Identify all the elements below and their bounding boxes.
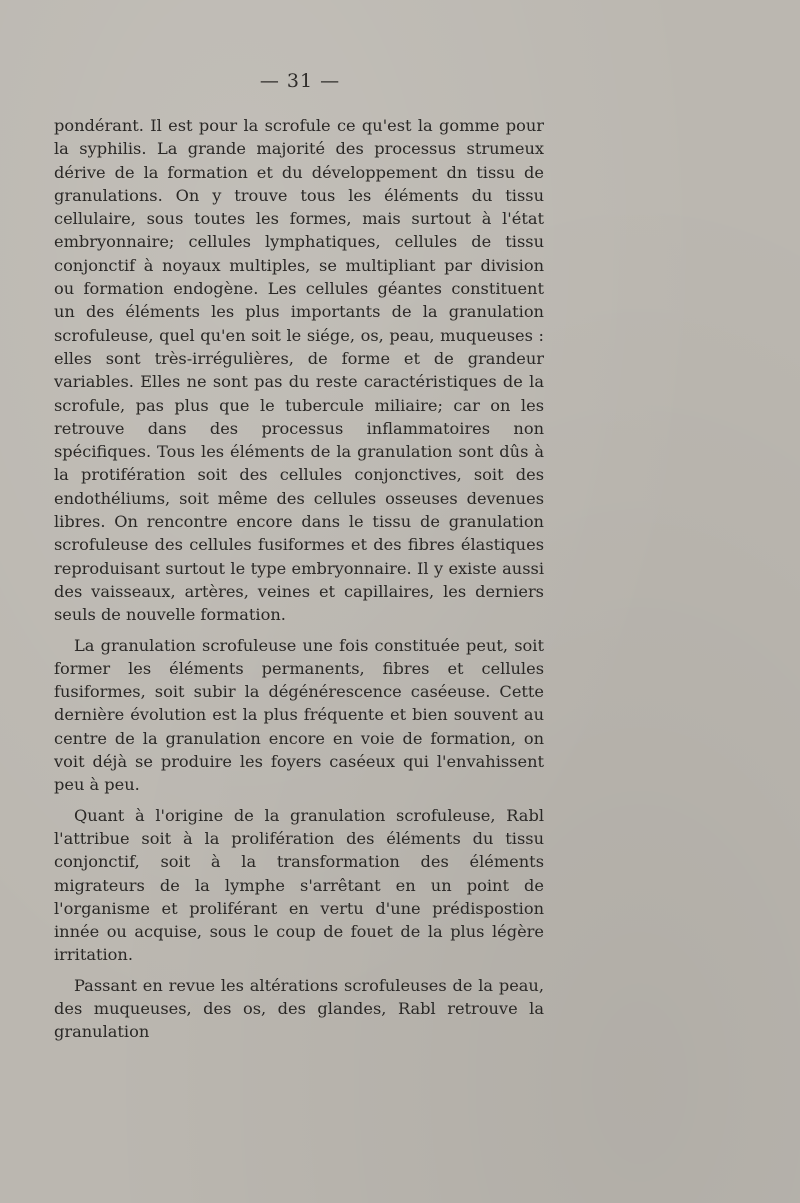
- paragraph-4: Passant en revue les altérations scrofuleuses de la peau, des muqueuses, des os, des glandes, Rabl retrouve la granulation: [54, 975, 544, 1042]
- paragraph-1: pondérant. Il est pour la scrofule ce qu'est la gomme pour la syphilis. La grande majorité des processus strumeux dérive de la formation et du développement dn tissu de granulations. On y trouve tous les éléments du tissu cellulaire, sous toutes les formes, mais surtout à l'état embryonnaire; cellules lymphatiques, cellules de tissu conjonctif à noyaux multiples, se multipliant par division ou formation endogène. Les cellules géantes constituent un des éléments les plus importants de la granulation scrofuleuse, quel qu'en soit le siége, os, peau, muqueuses : elles sont très-irrégulières, de forme et de grandeur variables. Elles ne sont pas du reste caractéristiques de la scrofule, pas plus que le tubercule miliaire; car on les retrouve dans des processus inflammatoires non spécifiques. Tous les éléments de la granulation sont dûs à la protifération soit des cellules conjonctives, soit des endothéliums, soit même des cellules osseuses devenues libres. On rencontre encore dans le tissu de granulation scrofuleuse des cellules fusiformes et des fibres élastiques reproduisant surtout le type embryonnaire. Il y existe aussi des vaisseaux, artères, veines et capillaires, les derniers seuls de nouvelle formation.: [54, 116, 544, 625]
- paragraph-3: Quant à l'origine de la granulation scrofuleuse, Rabl l'attribue soit à la prolifération des éléments du tissu conjonctif, soit à la transformation des éléments migrateurs de la lymphe s'arrêtant en un point de l'organisme et proliférant en vertu d'une prédispostion innée ou acquise, sous le coup de fouet de la plus légère irritation.: [54, 805, 544, 965]
- paragraph-2: La granulation scrofuleuse une fois constituée peut, soit former les éléments permanents, fibres et cellules fusiformes, soit subir la dégénérescence caséeuse. Cette dernière évolution est la plus fréquente et bien souvent au centre de la granulation encore en voie de formation, on voit déjà se produire les foyers caséeux qui l'envahissent peu à peu.: [54, 635, 544, 795]
- page-number: — 31 —: [259, 70, 341, 92]
- body-text: [54, 114, 544, 1044]
